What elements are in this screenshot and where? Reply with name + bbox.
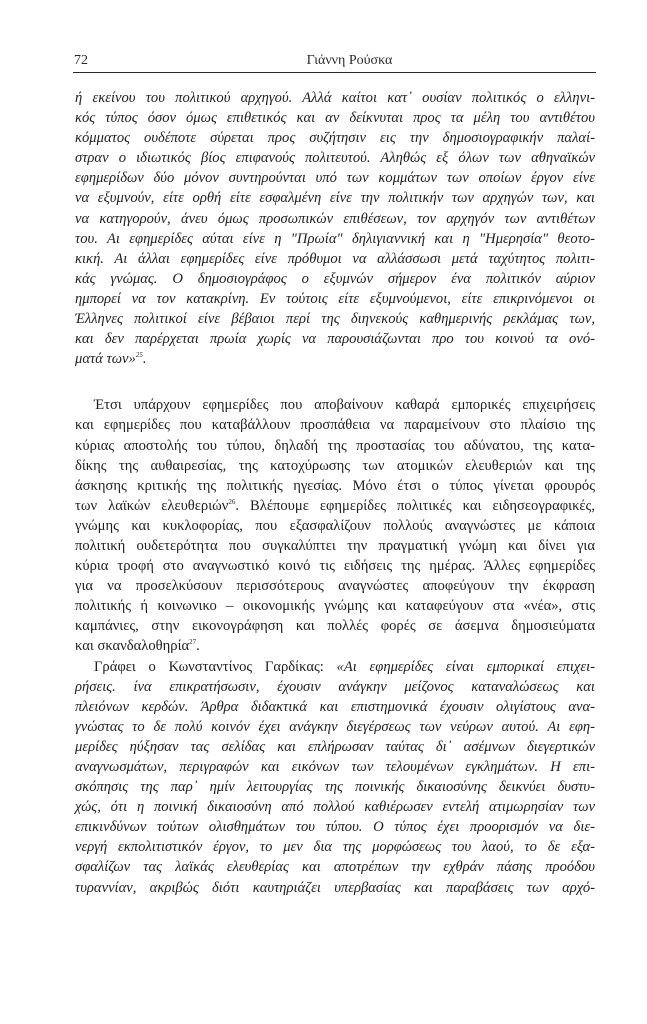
- text-line: και εφημερίδες που καταβάλλουν προσπάθεια να παραμείνουν στο πλαίσιο της: [75, 417, 595, 434]
- text-line: κάς γνώμας. Ο δημοσιογράφος ο εξυμνών σήμερον ένα πολιτικόν αύριον: [75, 270, 595, 287]
- text-line: Έλληνες πολιτικοί είνε βέβαιοι περί της διηνεκούς καθημερινής ρεκλάμας των,: [75, 311, 595, 328]
- text-line: ημπορεί να τον κατακρίνη. Εν τούτοις είτε εξυμνούμενοι, είτε επικρινόμενοι οι: [75, 290, 595, 307]
- text-line: τυραννίαν, ακριβώς διότι καυτηριάζει υπερβασίας και παραβάσεις των αρχό-: [75, 879, 595, 896]
- text-line: πλειόνων κερδών. Άρθρα διδακτικά και επιστημονικά έχουσιν ολιγίστους ανα-: [75, 698, 595, 715]
- text-line: αναγνωσμάτων, περιγραφών και εικόνων των τελουμένων εγκλημάτων. Η επι-: [75, 759, 595, 775]
- text-fragment: .: [196, 638, 200, 655]
- page-number: 72: [74, 53, 88, 68]
- text-line: πολιτική ουδετερότητα που συγκαλύπτει την πραγματική γνώμη και δίνει για: [75, 537, 595, 554]
- text-line: κύρια τροφή στο αναγνωστικό κοινό τις ειδήσεις της ημέρας. Άλλες εφημερίδες: [75, 558, 595, 575]
- paragraph-2: [75, 395, 595, 656]
- text-line: εφημερίδων δύο μόνον συντηρούνται υπό των κομμάτων των οποίων έργον είνε: [75, 170, 595, 187]
- text-line: να κατηγορούν, άνευ όμως προσωπικών επιθέσεων, τον αρχηγόν των αντιθέτων: [75, 210, 595, 227]
- text-line: μερίδες ηύξησαν τας σελίδας και επλήρωσαν ταύτας δι᾽ ασέμνων διεγερτικών: [75, 738, 595, 755]
- paragraph-3: [75, 657, 595, 898]
- text-line: του. Αι εφημερίδες αύται είνε η "Πρωία" δηλιγιαννική και η "Ημερησία" θεοτο-: [75, 230, 595, 247]
- body-text: [75, 88, 595, 898]
- text-fragment: των λαϊκών ελευθεριών: [75, 497, 229, 514]
- text-line: [75, 349, 595, 369]
- text-line: νεργή εκπολιτιστικόν έργον, το μεν δια της μορφώσεως του λαού, το δε εξα-: [75, 839, 595, 856]
- text-fragment: και σκανδαλοθηρία: [75, 638, 190, 655]
- text-line: κός τύπος όσον όμως επιθετικός και αν δείκνυται προς τα μέλη του αντιθέτου: [75, 110, 595, 127]
- text-line: κύριας αποστολής του τύπου, δηλαδή της προστασίας του αδύνατου, της κατα-: [75, 437, 595, 454]
- text-line: για να προσελκύσουν περισσότερους αναγνώστες αποφεύγουν την έκφραση: [75, 578, 595, 595]
- page-header: [73, 52, 596, 73]
- text-line: κόμματος ουδέποτε σύρεται προς συζήτησιν εις την δημοσιογραφικήν παλαί-: [75, 130, 595, 147]
- text-line: κική. Αι άλλαι εφημερίδες είνε πρόθυμοι να αλλάσσωσι μετά ταχύτητος πολιτι-: [75, 250, 595, 267]
- text-line: και δεν παρέρχεται πρωία χωρίς να παρουσιάζωνται προ του κοινού τα ονό-: [75, 331, 595, 348]
- footnote-ref-25[interactable]: 25: [135, 351, 143, 360]
- footnote-ref-27[interactable]: 27: [189, 638, 197, 647]
- text-line: σκόπησις της παρ᾽ ημίν λειτουργίας της ποινικής δικαιοσύνης δεικνύει δυστυ-: [75, 779, 595, 796]
- text-line: [75, 657, 595, 677]
- text-fragment: ματά των»: [75, 351, 136, 368]
- text-line: άσκησης κριτικής της πολιτικής ηγεσίας. Μόνο έτσι ο τύπος γίνεται φρουρός: [75, 477, 595, 494]
- text-line: γνώστας το δε πολύ κοινόν έχει ανάγκην διεγέρσεως των νεύρων αυτού. Αι εφη-: [75, 718, 595, 735]
- text-fragment: .: [142, 351, 147, 368]
- footnote-ref-26[interactable]: 26: [228, 497, 236, 506]
- paragraph-gap: [75, 369, 595, 395]
- text-line: καμπάνιες, στην εικονογράφηση και πολλές φορές σε άσεμνα δημοσιεύματα: [75, 618, 595, 635]
- text-fragment: . Βλέπουμε εφημερίδες πολιτικές και ειδησεογραφικές,: [235, 497, 595, 514]
- text-line: δίκης της αυθαιρεσίας, της κατοχύρωσης των ατομικών ελευθεριών και της: [75, 457, 595, 474]
- text-line: ρήσεις. ίνα επικρατήσωσιν, έχουσιν ανάγκην μείζονος καταναλώσεως και: [75, 678, 595, 695]
- gardikas-quote: [75, 677, 595, 898]
- text-line: [75, 496, 595, 516]
- text-line: επικινδύνων τούτων ολισθημάτων του τύπου. Ο τύπος έχει προορισμόν να διε-: [75, 819, 595, 836]
- text-line: γνώμης και κυκλοφορίας, που εξασφαλίζουν πολλούς αναγνώστες με κάποια: [75, 517, 595, 534]
- text-line: σφαλίζων τας λαϊκάς ελευθερίας και αποτρέπων την εχθράν πάσης προόδου: [75, 859, 595, 876]
- text-line: [75, 636, 595, 656]
- quote-fragment: «Αι εφημερίδες είναι εμπορικαί επιχει-: [336, 658, 595, 675]
- text-line: Έτσι υπάρχουν εφημερίδες που αποβαίνουν καθαρά εμπορικές επιχειρήσεις: [94, 397, 595, 414]
- text-line: να εξυμνούν, είτε ορθή είτε εσφαλμένη είνε την πολιτικήν των αρχηγών των, και: [75, 190, 595, 207]
- text-fragment: Γράφει ο Κωνσταντίνος Γαρδίκας:: [94, 658, 337, 675]
- text-line: χώς, ότι η ποινική δικαιοσύνη από πολλού καθιέρωσεν εντελή ατιμωρησίαν των: [75, 799, 595, 816]
- text-line: στραν ο ιδιωτικός βίος επιφανούς πολιτευτού. Αληθώς εξ όλων των αθηναϊκών: [75, 150, 595, 167]
- running-head-author: Γιάννη Ρούσκα: [306, 53, 393, 68]
- quote-block: [75, 88, 595, 369]
- text-line: πολιτικής ή κοινωνικο – οικονομικής γνώμης και καταφεύγουν στα «νέα», στις: [75, 598, 595, 615]
- text-line: ή εκείνου του πολιτικού αρχηγού. Αλλά καίτοι κατ᾽ ουσίαν πολιτικός ο ελληνι-: [75, 90, 595, 106]
